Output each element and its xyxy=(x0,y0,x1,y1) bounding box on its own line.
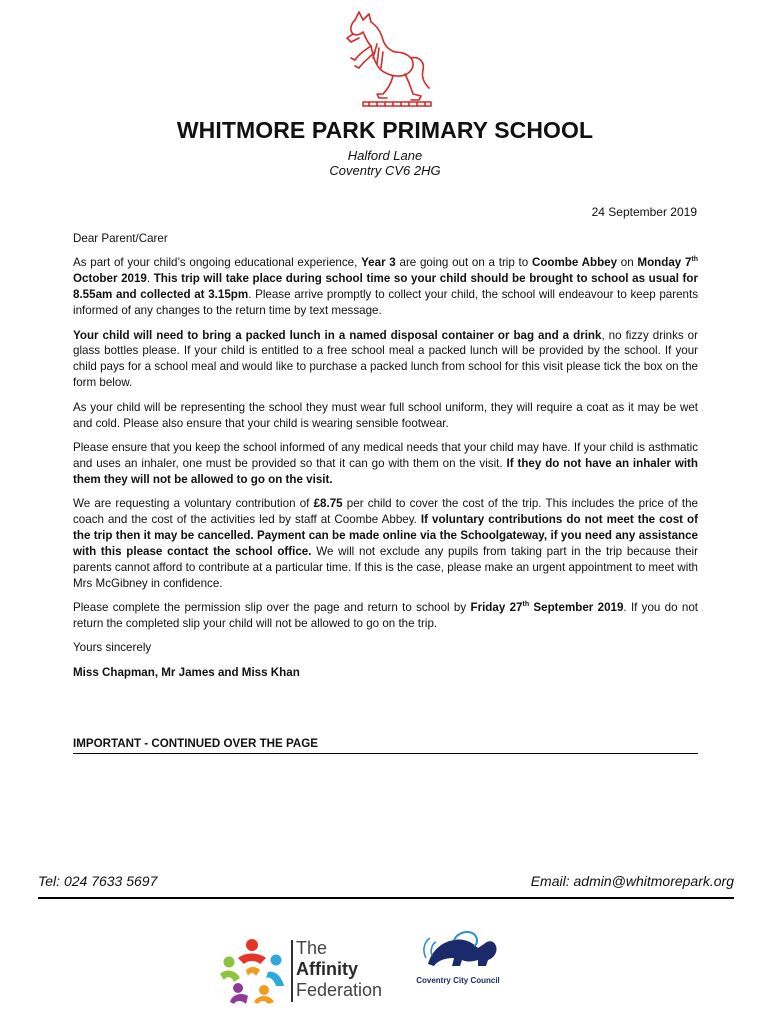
school-name: WHITMORE PARK PRIMARY SCHOOL xyxy=(176,117,594,143)
paragraph-contribution: We are requesting a voluntary contribution of £8.75 per child to cover the cost of the trip. This includes the price of the coach and the cost of the activities led by staff at Coombe Abbey. If voluntary contributions do not meet the cost of the trip then it may be cancelled. Payment can be made online via the Schoolgateway, if you need any assistance with this please contact the school office. We will not exclude any pupils from taking part in the trip because their parents cannot afford to contribute at a particular time. If this is the case, please make an urgent appointment to meet with Mrs McGibney in confidence. xyxy=(73,497,698,590)
closing: Yours sincerely xyxy=(73,641,152,655)
footer-divider xyxy=(38,897,734,899)
coventry-label: Coventry City Council xyxy=(416,976,500,985)
affinity-divider xyxy=(291,940,293,1002)
signatories: Miss Chapman, Mr James and Miss Khan xyxy=(73,665,300,679)
paragraph-uniform: As your child will be representing the school they must wear full school uniform, they will require a coat as it may be wet and cold. Please also ensure that your child is wearing sensible footwear. xyxy=(73,400,698,430)
affinity-wordmark: The Affinity Federation xyxy=(296,938,383,1000)
coventry-elephant-icon xyxy=(408,920,508,976)
telephone: Tel: 024 7633 5697 xyxy=(38,873,158,889)
paragraph-packed-lunch: Your child will need to bring a packed lunch in a named disposal container or bag and a drink, no fizzy drinks or glass bottles please. If your child is entitled to a free school meal a packed lunch will be provided by the school. If your child pays for a school meal and would like to purchase a packed lunch from school for this visit please tick the box on the form below. xyxy=(73,328,698,390)
address-line-2: Coventry CV6 2HG xyxy=(329,163,441,178)
paragraph-medical: Please ensure that you keep the school informed of any medical needs that your child may have. If your child is asthmatic and uses an inhaler, one must be provided so that it can go with them on the visit. If they do not have an inhaler with them they will not be allowed to go on the visit. xyxy=(73,440,698,486)
coventry-city-council-logo xyxy=(408,920,508,1000)
rearing-horse-crest-icon xyxy=(333,8,437,112)
letter-date: 24 September 2019 xyxy=(591,205,697,219)
affinity-people-icon xyxy=(216,936,288,1006)
important-notice: IMPORTANT - CONTINUED OVER THE PAGE xyxy=(73,737,698,754)
paragraph-trip-details: As part of your child’s ongoing educational experience, Year 3 are going out on a trip to Coombe Abbey on Monday 7th October 2019. This trip will take place during school time so your child should be brought to school as usual for 8.55am and collected at 3.15pm. Please arrive promptly to collect your child, the school will endeavour to keep parents informed of any changes to the return time by text message. xyxy=(73,256,699,318)
salutation: Dear Parent/Carer xyxy=(73,232,168,245)
email-address: Email: admin@whitmorepark.org xyxy=(530,873,734,889)
letter-body xyxy=(73,231,698,689)
address-line-1: Halford Lane xyxy=(347,148,423,163)
paragraph-permission-slip: Please complete the permission slip over the page and return to school by Friday 27th September 2019. If you do not return the completed slip your child will not be allowed to go on the trip. xyxy=(73,601,698,631)
